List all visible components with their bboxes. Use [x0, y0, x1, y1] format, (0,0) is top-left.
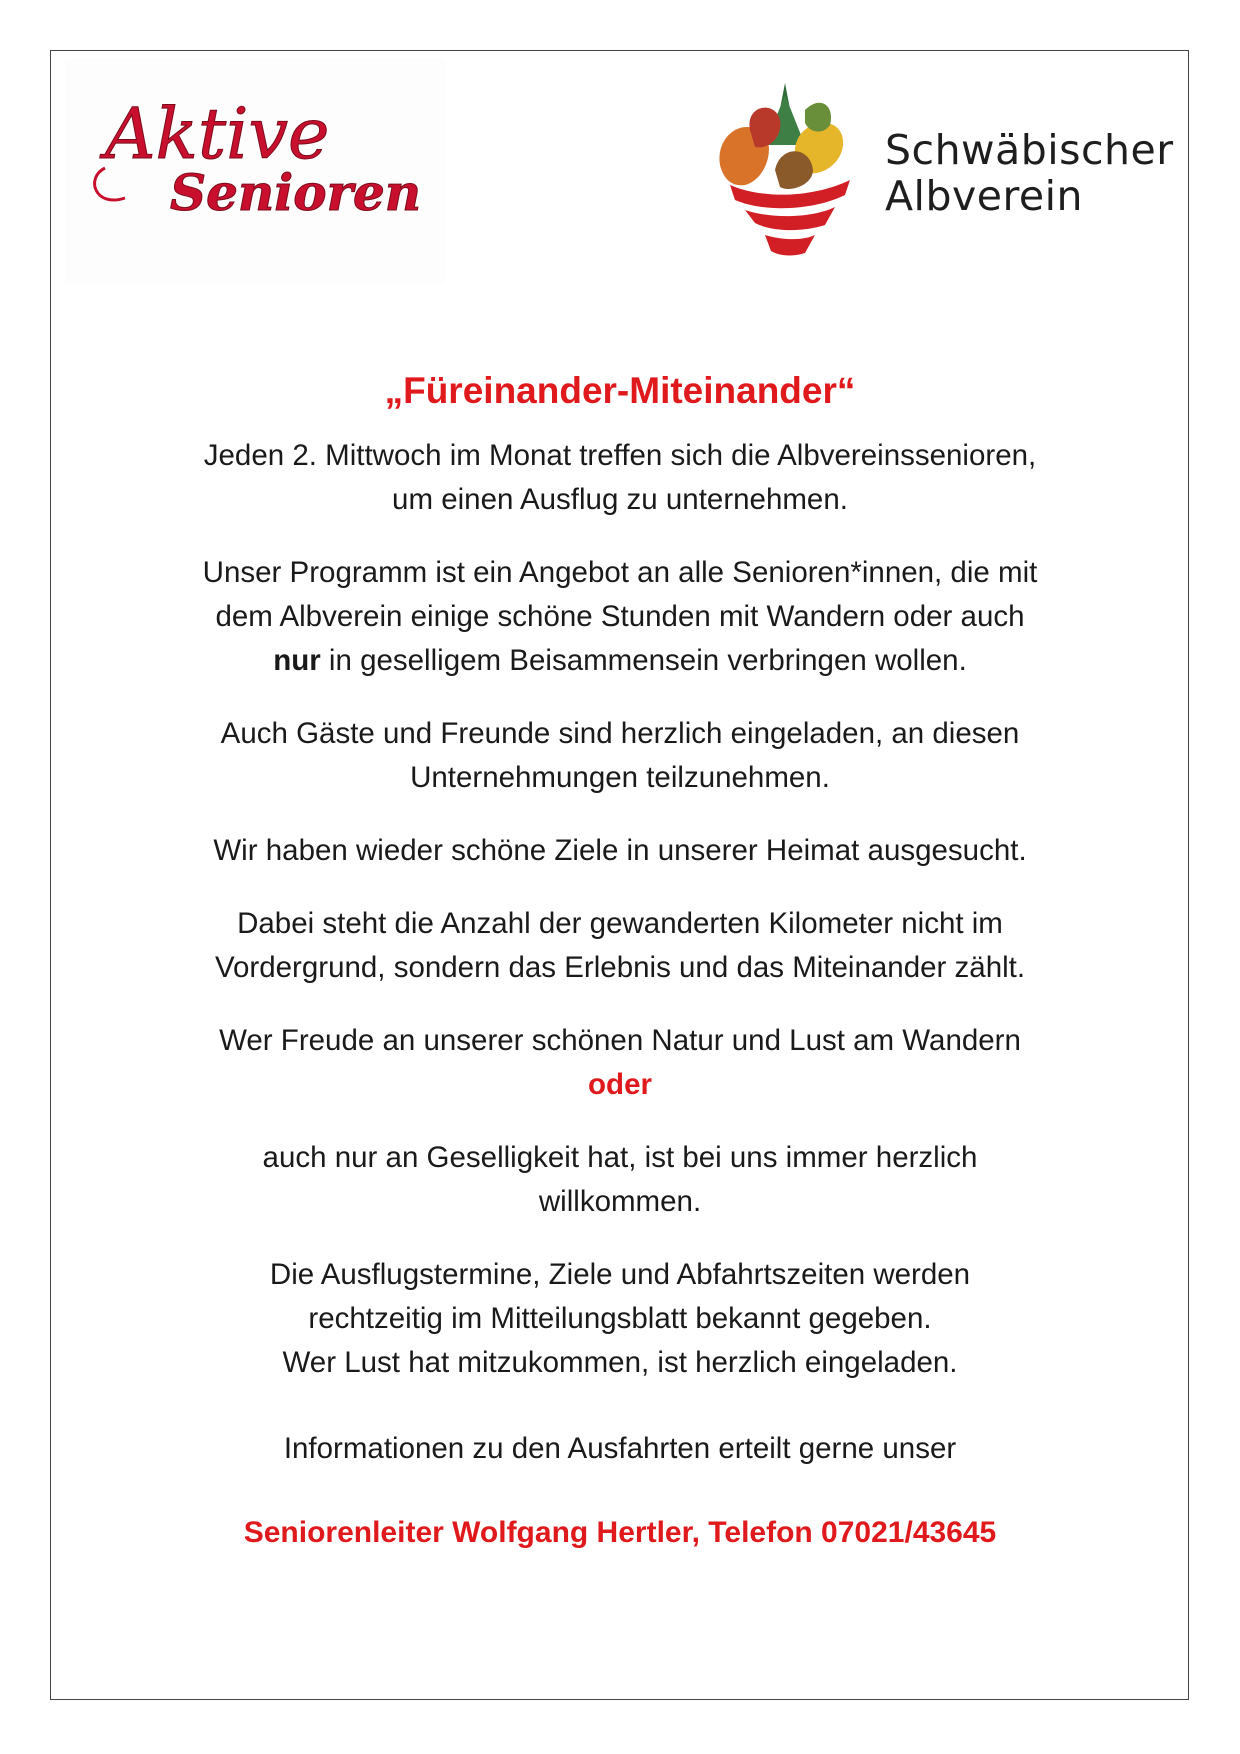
paragraph-3 — [100, 712, 1140, 800]
text-line: Auch Gäste und Freunde sind herzlich eingeladen, an diesen — [220, 717, 1020, 750]
text-line: rechtzeitig im Mitteilungsblatt bekannt gegeben. — [308, 1302, 932, 1335]
leaf-bouquet-icon — [705, 75, 865, 260]
albverein-line1: Schwäbischer — [885, 126, 1174, 174]
text-line — [100, 639, 1140, 683]
emphasis-nur: nur — [273, 644, 321, 677]
text-rest: in geselligem Beisammensein verbringen wollen. — [320, 644, 967, 677]
text-line: Wer Lust hat mitzukommen, ist herzlich eingeladen. — [282, 1346, 958, 1379]
aktive-senioren-logo — [65, 58, 445, 283]
text-line: auch nur an Geselligkeit hat, ist bei uns immer herzlich — [262, 1141, 978, 1174]
text-line: Informationen zu den Ausfahrten erteilt gerne unser — [283, 1432, 957, 1465]
logo-left-line1: Aktive — [105, 93, 330, 175]
paragraph-9 — [100, 1427, 1140, 1471]
text-line: Unser Programm ist ein Angebot an alle Senioren*innen, die mit — [202, 556, 1038, 589]
paragraph-2 — [100, 551, 1140, 683]
paragraph-5 — [100, 902, 1140, 990]
text-line: Wer Freude an unserer schönen Natur und Lust am Wandern — [219, 1024, 1021, 1057]
main-content — [100, 368, 1140, 1555]
text-line: um einen Ausflug zu unternehmen. — [392, 483, 848, 516]
logo-left-line2: Senioren — [170, 163, 422, 222]
text-line: Die Ausflugstermine, Ziele und Abfahrtszeiten werden — [269, 1258, 971, 1291]
albverein-wordmark — [885, 127, 1174, 219]
paragraph-6 — [100, 1019, 1140, 1107]
paragraph-8 — [100, 1253, 1140, 1385]
text-line: Vordergrund, sondern das Erlebnis und das Miteinander zählt. — [214, 951, 1026, 984]
text-line: Jeden 2. Mittwoch im Monat treffen sich die Albvereinssenioren, — [203, 439, 1037, 472]
albverein-logo — [705, 75, 1175, 260]
text-line: dem Albverein einige schöne Stunden mit Wandern oder auch — [215, 600, 1025, 633]
text-line: Wir haben wieder schöne Ziele in unserer Heimat ausgesucht. — [213, 834, 1027, 867]
paragraph-7 — [100, 1136, 1140, 1224]
contact-line: Seniorenleiter Wolfgang Hertler, Telefon 07021/43645 — [243, 1516, 997, 1549]
text-line: Unternehmungen teilzunehmen. — [410, 761, 830, 794]
paragraph-4 — [100, 829, 1140, 873]
albverein-line2: Albverein — [885, 172, 1084, 220]
paragraph-1 — [100, 434, 1140, 522]
emphasis-oder: oder — [588, 1068, 652, 1101]
text-line: willkommen. — [538, 1185, 702, 1218]
text-line: Dabei steht die Anzahl der gewanderten Kilometer nicht im — [237, 907, 1003, 940]
page-title: „Füreinander-Miteinander“ — [384, 370, 856, 411]
